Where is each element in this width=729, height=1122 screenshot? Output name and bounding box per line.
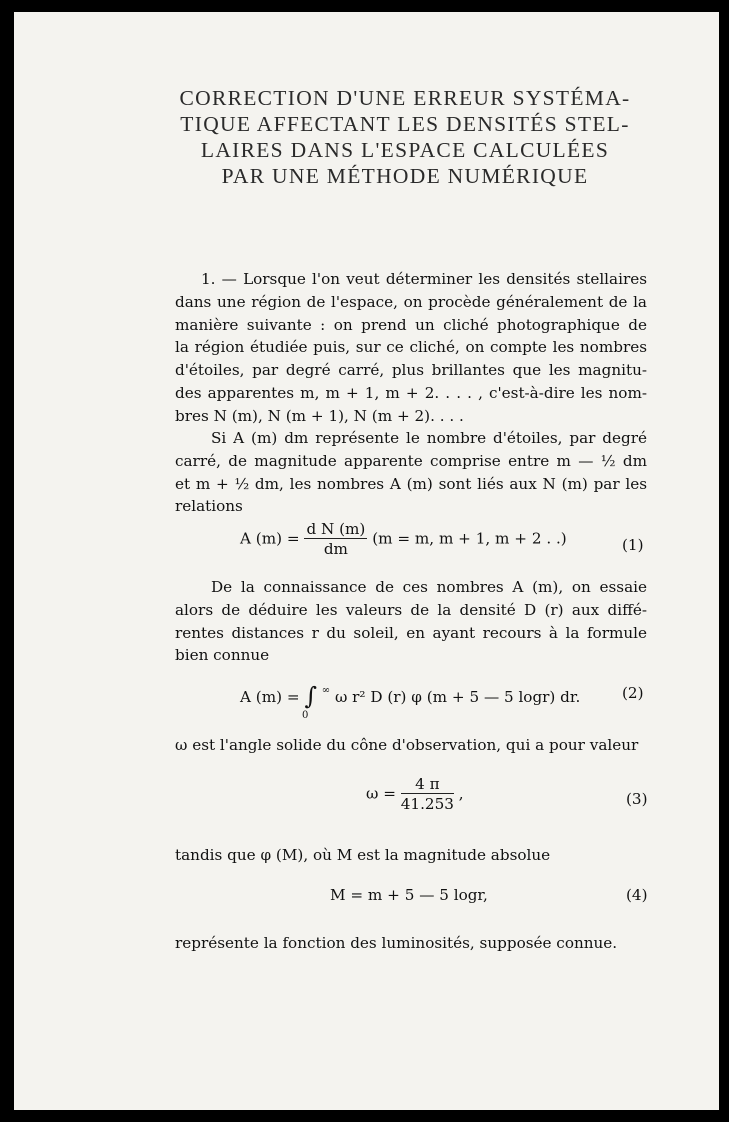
eq3-lhs: ω = — [366, 784, 396, 803]
equation-number-1: (1) — [622, 536, 644, 554]
equation-number-3: (3) — [626, 790, 648, 808]
text-line: et m + ½ dm, les nombres A (m) sont liés aux N (m) par les — [175, 474, 647, 493]
paragraph-2 — [175, 427, 647, 518]
text-line: ω est l'angle solide du cône d'observation, qui a pour valeur — [175, 736, 639, 754]
text-line: bres N (m), N (m + 1), N (m + 2). . . . — [175, 406, 464, 425]
text-line: carré, de magnitude apparente comprise entre m — ½ dm — [175, 451, 647, 470]
text-line: alors de déduire les valeurs de la densité D (r) aux diffé- — [175, 600, 647, 619]
equation-2 — [240, 680, 580, 720]
paragraph-3 — [175, 576, 647, 667]
eq3-trail: , — [458, 784, 464, 803]
title-line: LAIRES DANS L'ESPACE CALCULÉES — [200, 138, 610, 162]
text-line: manière suivante : on prend un cliché photographique de — [175, 315, 647, 334]
eq1-fraction — [304, 520, 367, 559]
paragraph-4 — [175, 734, 647, 757]
text-line: rentes distances r du soleil, en ayant recours à la formule — [175, 623, 647, 642]
title-line: TIQUE AFFECTANT LES DENSITÉS STEL- — [180, 112, 630, 136]
text-line: relations — [175, 497, 243, 516]
text-line: des apparentes m, m + 1, m + 2. . . . , c'est-à-dire les nom- — [175, 383, 647, 402]
eq3-fraction — [401, 775, 454, 814]
eq3-denominator: 41.253 — [400, 795, 454, 813]
eq3-numerator: 4 π — [401, 775, 454, 794]
text-line: 1. — Lorsque l'on veut déterminer les densités stellaires — [201, 270, 647, 288]
paragraph-5 — [175, 844, 647, 867]
text-line: représente la fonction des luminosités, supposée connue. — [175, 934, 618, 952]
equation-1 — [240, 520, 567, 559]
equation-3 — [366, 775, 464, 814]
eq2-lhs: A (m) = — [240, 688, 300, 706]
text-line: tandis que φ (M), où M est la magnitude absolue — [175, 846, 551, 864]
eq1-lhs: A (m) = — [240, 529, 300, 548]
eq2-body: ω r² D (r) φ (m + 5 — 5 logr) dr. — [334, 688, 581, 706]
eq2-lower-limit: 0 — [302, 710, 309, 721]
eq1-denominator: dm — [323, 540, 348, 558]
equation-number-2: (2) — [622, 684, 644, 702]
equation-number-4: (4) — [626, 886, 648, 904]
eq2-upper-limit: ∞ — [321, 685, 331, 696]
paragraph-6 — [175, 932, 647, 955]
text-line: Si A (m) dm représente le nombre d'étoiles, par degré — [211, 429, 647, 447]
eq4-body: M = m + 5 — 5 logr, — [330, 886, 488, 904]
equation-4 — [330, 886, 488, 904]
paragraph-1 — [175, 268, 647, 428]
article-title — [160, 85, 650, 189]
text-line: De la connaissance de ces nombres A (m), on essaie — [211, 578, 647, 596]
title-line: CORRECTION D'UNE ERREUR SYSTÉMA- — [179, 86, 631, 110]
text-line: dans une région de l'espace, on procède généralement de la — [175, 292, 647, 311]
title-line: PAR UNE MÉTHODE NUMÉRIQUE — [221, 164, 589, 188]
text-line: la région étudiée puis, sur ce cliché, on compte les nombres — [175, 338, 647, 357]
text-line: bien connue — [175, 646, 270, 665]
eq1-rhs: (m = m, m + 1, m + 2 . .) — [372, 529, 567, 548]
text-line: d'étoiles, par degré carré, plus brillantes que les magnitu- — [175, 361, 647, 380]
integral-sign: ∫ — [304, 682, 317, 710]
eq1-numerator: d N (m) — [306, 520, 366, 538]
